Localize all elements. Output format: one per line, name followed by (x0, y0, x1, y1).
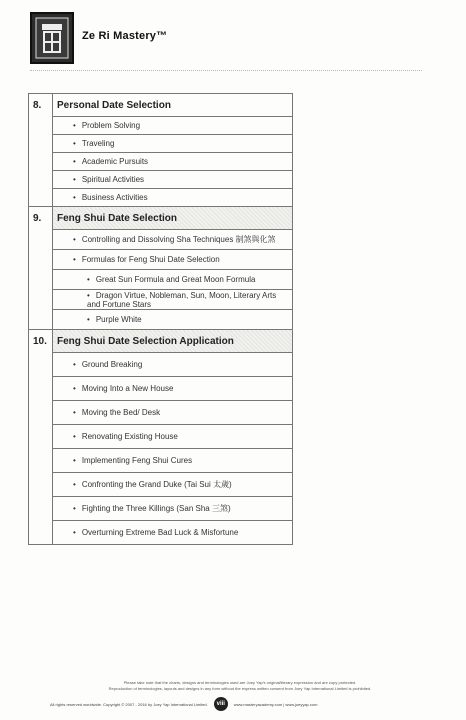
list-item (29, 310, 293, 330)
list-item-cell (53, 117, 293, 135)
footer-copyright: All rights reserved worldwide. Copyright © 2007 - 2016 by Joey Yap International Limited. (50, 701, 208, 707)
header-divider (30, 70, 422, 71)
list-item-cell (53, 135, 293, 153)
list-item-cell (53, 425, 293, 449)
list-item-text: Purple White (95, 315, 142, 324)
course-outline-table (28, 93, 293, 545)
bullet-icon: • (73, 408, 76, 417)
section-header-row (29, 330, 293, 353)
footer-links[interactable]: www.masteryacademy.com | www.joeyyap.com (233, 701, 318, 707)
list-item-cell (53, 171, 293, 189)
list-item (29, 230, 293, 250)
list-item-text: Implementing Feng Shui Cures (81, 456, 193, 465)
bullet-icon: • (73, 193, 76, 202)
section-title: Personal Date Selection (53, 94, 293, 117)
list-item (29, 189, 293, 207)
list-item-cell (53, 401, 293, 425)
list-item-cell (53, 497, 293, 521)
bullet-icon: • (73, 528, 76, 537)
bullet-icon: • (73, 157, 76, 166)
list-item (29, 401, 293, 425)
list-item-text: Moving the Bed/ Desk (81, 408, 161, 417)
list-item (29, 135, 293, 153)
list-item-cell (53, 473, 293, 497)
list-item (29, 497, 293, 521)
bullet-icon: • (87, 315, 90, 324)
brand-title: Ze Ri Mastery™ (82, 30, 168, 42)
list-item (29, 353, 293, 377)
bullet-icon: • (73, 175, 76, 184)
list-item (29, 425, 293, 449)
list-item (29, 153, 293, 171)
list-item-cell (53, 230, 293, 250)
bullet-icon: • (87, 275, 90, 284)
bullet-icon: • (73, 456, 76, 465)
list-item (29, 250, 293, 270)
bullet-icon: • (73, 384, 76, 393)
list-item-text: Formulas for Feng Shui Date Selection (81, 255, 220, 264)
list-item-text: Renovating Existing House (81, 432, 178, 441)
page-number-badge: viii (214, 697, 228, 711)
list-item-text: Business Activities (81, 193, 148, 202)
list-item-cell (53, 189, 293, 207)
list-item-text: Spiritual Activities (81, 175, 145, 184)
section-header-row (29, 94, 293, 117)
bullet-icon: • (73, 255, 76, 264)
list-item (29, 270, 293, 290)
list-item-text: Controlling and Dissolving Sha Techniques 制煞與化煞 (81, 235, 276, 244)
list-item (29, 377, 293, 401)
list-item-text: Dragon Virtue, Nobleman, Sun, Moon, Literary Arts and Fortune Stars (87, 290, 277, 309)
list-item (29, 171, 293, 189)
bullet-icon: • (73, 480, 76, 489)
list-item-cell (53, 377, 293, 401)
logo (30, 12, 74, 64)
list-item-cell (53, 270, 293, 290)
list-item (29, 449, 293, 473)
bullet-icon: • (73, 504, 76, 513)
bullet-icon: • (73, 360, 76, 369)
list-item-text: Fighting the Three Killings (San Sha 三煞) (81, 504, 231, 513)
list-item-cell (53, 153, 293, 171)
list-item-cell (53, 449, 293, 473)
footer-note-line2: Reproduction of terminologies, layouts and designs in any form without the express written consent from Joey Yap International Limited is prohibited. (108, 686, 372, 691)
list-item (29, 117, 293, 135)
list-item-text: Overturning Extreme Bad Luck & Misfortune (81, 528, 239, 537)
footer-note-line1: Please take note that the charts, designs and terminologies used are Joey Yap's original/literary expression and are copy protected. (123, 680, 357, 685)
section-title: Feng Shui Date Selection Application (53, 330, 293, 353)
list-item-cell (53, 353, 293, 377)
list-item-text: Problem Solving (81, 121, 141, 130)
list-item-text: Moving Into a New House (81, 384, 174, 393)
list-item-cell (53, 290, 293, 310)
list-item-text: Great Sun Formula and Great Moon Formula (95, 275, 256, 284)
section-number: 10. (29, 330, 53, 545)
list-item (29, 473, 293, 497)
list-item-cell (53, 250, 293, 270)
section-header-row (29, 207, 293, 230)
list-item-text: Confronting the Grand Duke (Tai Sui 太歲) (81, 480, 232, 489)
list-item-text: Ground Breaking (81, 360, 143, 369)
bullet-icon: • (73, 139, 76, 148)
section-number: 9. (29, 207, 53, 330)
list-item-cell (53, 310, 293, 330)
section-title: Feng Shui Date Selection (53, 207, 293, 230)
bullet-icon: • (73, 432, 76, 441)
section-number: 8. (29, 94, 53, 207)
bullet-icon: • (73, 121, 76, 130)
bullet-icon: • (87, 290, 90, 300)
logo-emblem-icon (34, 16, 70, 60)
list-item-text: Traveling (81, 139, 115, 148)
bullet-icon: • (73, 235, 76, 244)
footer-bar (50, 698, 430, 710)
list-item-text: Academic Pursuits (81, 157, 149, 166)
list-item (29, 521, 293, 545)
list-item-cell (53, 521, 293, 545)
list-item (29, 290, 293, 310)
